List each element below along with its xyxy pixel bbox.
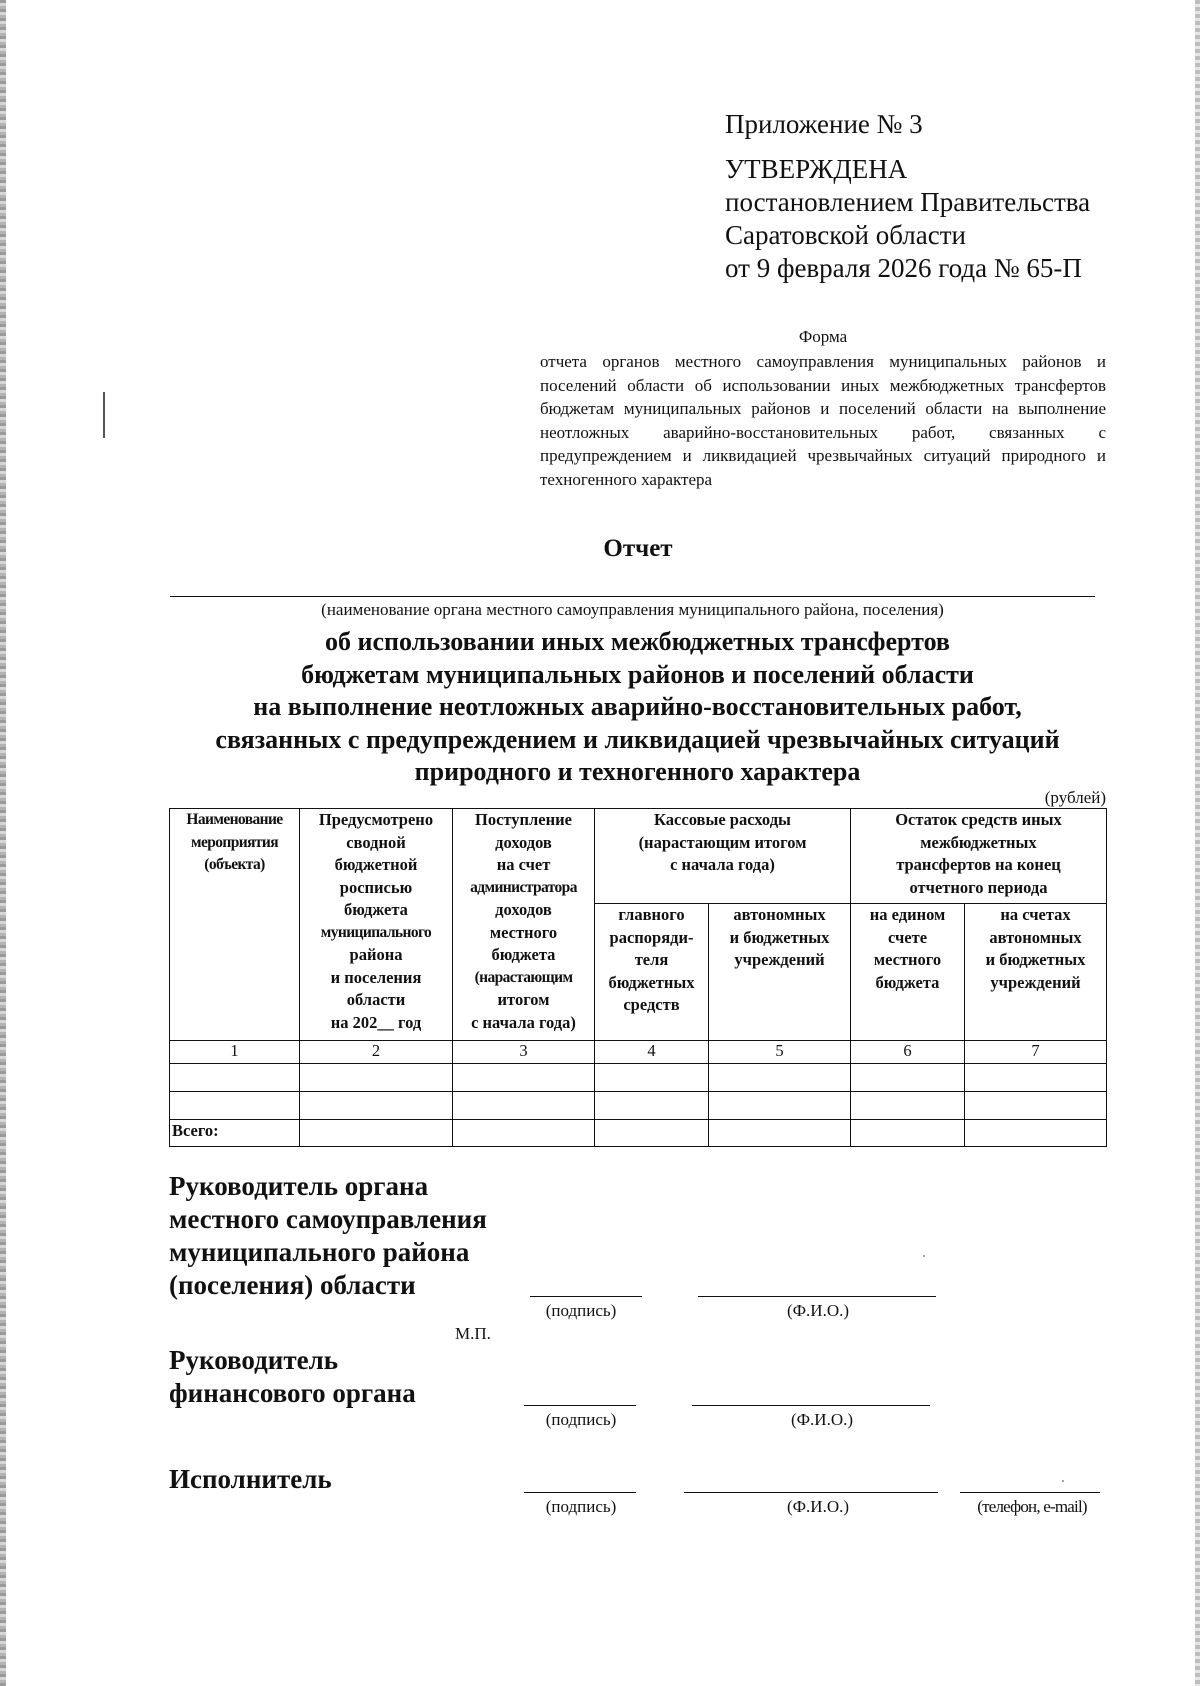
total-cell[interactable] [965, 1120, 1107, 1147]
column-number: 1 [170, 1041, 300, 1064]
stamp-label: М.П. [455, 1324, 491, 1343]
header-main-manager: главного распоряди- теля бюджетных средств [595, 904, 709, 1041]
total-cell[interactable] [300, 1120, 453, 1147]
header-income-received: Поступление доходов на счет администратора доходов местного бюджета (нарастающим итогом с начала года) [453, 809, 595, 1041]
header-institution-accounts: на счетах автономных и бюджетных учреждений [965, 904, 1107, 1041]
header-event-name: Наименование мероприятия (объекта) [170, 809, 300, 1041]
subtitle-line: об использовании иных межбюджетных трансфертов [325, 627, 950, 656]
approval-block [725, 108, 1090, 285]
total-cell[interactable] [851, 1120, 965, 1147]
table-cell[interactable] [300, 1064, 453, 1092]
total-label: Всего: [170, 1120, 300, 1147]
subtitle-line: на выполнение неотложных аварийно-восстановительных работ, [253, 692, 1022, 721]
contact-caption: (телефон, e-mail) [977, 1497, 1087, 1516]
name-line[interactable] [684, 1492, 938, 1493]
table-cell[interactable] [170, 1092, 300, 1120]
column-number: 2 [300, 1041, 453, 1064]
table-cell[interactable] [595, 1092, 709, 1120]
contact-line[interactable] [960, 1492, 1100, 1493]
table-cell[interactable] [709, 1064, 851, 1092]
column-number: 6 [851, 1041, 965, 1064]
subtitle-line: природного и техногенного характера [414, 757, 861, 786]
scan-speck [1062, 1480, 1064, 1482]
form-description: отчета органов местного самоуправления муниципальных районов и поселений области об использовании иных межбюджетных трансфертов бюджетам муниципальных районов и поселений области на выполнение неотложных аварийно-восстановительных работ, связанных с предупреждением и ликвидацией чрезвычайных ситуаций природного и техногенного характера [540, 352, 1106, 489]
total-cell[interactable] [453, 1120, 595, 1147]
org-name-fill-line [170, 596, 1095, 597]
scan-artifact-mark [103, 392, 105, 438]
report-title: Отчет [603, 535, 673, 562]
table-row [170, 1064, 1107, 1092]
column-number: 5 [709, 1041, 851, 1064]
table-cell[interactable] [595, 1064, 709, 1092]
subtitle-line: бюджетам муниципальных районов и поселений области [301, 659, 974, 689]
executor-title: Исполнитель [169, 1464, 332, 1494]
name-caption: (Ф.И.О.) [786, 1301, 850, 1320]
units-label: (рублей) [1044, 788, 1106, 807]
total-cell[interactable] [709, 1120, 851, 1147]
total-cell[interactable] [595, 1120, 709, 1147]
scan-speck [923, 1255, 925, 1257]
approved-label: УТВЕРЖДЕНА [725, 154, 908, 184]
report-subtitle [130, 626, 1145, 789]
scan-edge-left [0, 0, 6, 1686]
form-label: Форма [798, 327, 848, 346]
head-org-title: Руководитель органа местного самоуправления муниципального района (поселения) области [169, 1171, 487, 1300]
header-autonomous-institutions: автономных и бюджетных учреждений [709, 904, 851, 1041]
column-number: 7 [965, 1041, 1107, 1064]
org-name-caption: (наименование органа местного самоуправления муниципального района, поселения) [321, 600, 944, 619]
table-cell[interactable] [851, 1064, 965, 1092]
subtitle-line: связанных с предупреждением и ликвидацией чрезвычайных ситуаций [215, 724, 1060, 754]
table-cell[interactable] [453, 1064, 595, 1092]
column-number: 3 [453, 1041, 595, 1064]
decree-line-1: постановлением Правительства [725, 187, 1091, 217]
table-cell[interactable] [851, 1092, 965, 1120]
decree-line-2: Саратовской области [725, 220, 966, 250]
table-cell[interactable] [965, 1092, 1107, 1120]
table-cell[interactable] [300, 1092, 453, 1120]
table-cell[interactable] [965, 1064, 1107, 1092]
table-cell[interactable] [709, 1092, 851, 1120]
total-row [170, 1120, 1107, 1147]
table-cell[interactable] [453, 1092, 595, 1120]
signature-line[interactable] [530, 1296, 642, 1297]
column-numbers-row [170, 1041, 1107, 1064]
column-number: 4 [595, 1041, 709, 1064]
decree-line-3: от 9 февраля 2026 года № 65-П [725, 253, 1082, 283]
scan-edge-right [1195, 0, 1200, 1686]
signature-line[interactable] [524, 1492, 636, 1493]
name-line[interactable] [698, 1296, 936, 1297]
report-table [169, 808, 1107, 1147]
signature-caption: (подпись) [545, 1497, 617, 1516]
header-planned-budget: Предусмотрено сводной бюджетной росписью бюджета муниципального района и поселения области на 202__ год [300, 809, 453, 1041]
header-balance-group: Остаток средств иных межбюджетных трансфертов на конец отчетного периода [851, 809, 1107, 904]
table-row [170, 1092, 1107, 1120]
name-caption: (Ф.И.О.) [786, 1497, 850, 1516]
signature-caption: (подпись) [545, 1410, 617, 1429]
name-line[interactable] [692, 1405, 930, 1406]
head-finance-title: Руководитель финансового органа [169, 1345, 416, 1408]
name-caption: (Ф.И.О.) [790, 1410, 854, 1429]
appendix-number: Приложение № 3 [725, 109, 923, 139]
header-cash-expenses-group: Кассовые расходы (нарастающим итогом с начала года) [595, 809, 851, 904]
header-single-account: на едином счете местного бюджета [851, 904, 965, 1041]
table-cell[interactable] [170, 1064, 300, 1092]
signature-line[interactable] [524, 1405, 636, 1406]
signature-caption: (подпись) [545, 1301, 617, 1320]
